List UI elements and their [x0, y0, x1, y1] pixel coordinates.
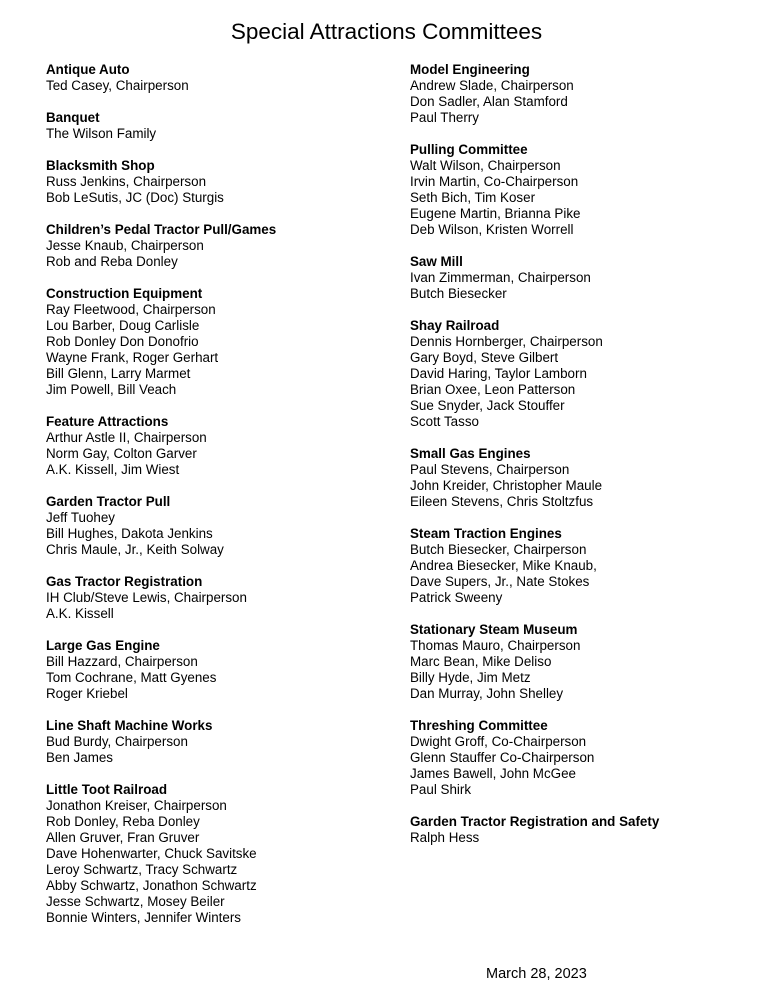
committee-block	[46, 494, 386, 558]
committee-member: Andrea Biesecker, Mike Knaub,	[410, 558, 597, 573]
committee-block	[410, 142, 750, 238]
committee-name: Garden Tractor Pull	[46, 494, 171, 509]
committee-name: Stationary Steam Museum	[410, 622, 578, 637]
committee-member: Wayne Frank, Roger Gerhart	[46, 350, 219, 365]
committee-block	[410, 318, 750, 430]
committee-member: Paul Shirk	[410, 782, 472, 797]
left-column	[46, 62, 386, 942]
committee-member: A.K. Kissell	[46, 606, 114, 621]
committee-member: Scott Tasso	[410, 414, 479, 429]
committee-member: Ray Fleetwood, Chairperson	[46, 302, 216, 317]
committee-member: Bud Burdy, Chairperson	[46, 734, 188, 749]
committee-member: Paul Therry	[410, 110, 479, 125]
committee-name: Small Gas Engines	[410, 446, 531, 461]
committee-member: Marc Bean, Mike Deliso	[410, 654, 552, 669]
committee-block	[410, 622, 750, 702]
page-title: Special Attractions Committees	[230, 19, 543, 44]
committee-block	[46, 782, 386, 926]
committee-member: Russ Jenkins, Chairperson	[46, 174, 207, 189]
committee-block	[410, 62, 750, 126]
committee-member: Rob Donley Don Donofrio	[46, 334, 199, 349]
committee-block	[46, 414, 386, 478]
committee-name: Saw Mill	[410, 254, 463, 269]
committee-member: Butch Biesecker, Chairperson	[410, 542, 587, 557]
committee-member: Bill Glenn, Larry Marmet	[46, 366, 191, 381]
committee-name: Gas Tractor Registration	[46, 574, 203, 589]
committee-member: Billy Hyde, Jim Metz	[410, 670, 531, 685]
committee-member: Ivan Zimmerman, Chairperson	[410, 270, 591, 285]
committee-member: David Haring, Taylor Lamborn	[410, 366, 587, 381]
committee-block	[410, 254, 750, 302]
committee-block	[410, 526, 750, 606]
committee-block	[46, 62, 386, 94]
committee-name: Large Gas Engine	[46, 638, 160, 653]
committee-member: John Kreider, Christopher Maule	[410, 478, 603, 493]
committee-name: Model Engineering	[410, 62, 530, 77]
committee-block	[410, 718, 750, 798]
committee-member: Dwight Groff, Co-Chairperson	[410, 734, 587, 749]
committee-member: Irvin Martin, Co-Chairperson	[410, 174, 579, 189]
committee-member: Bill Hughes, Dakota Jenkins	[46, 526, 213, 541]
committee-member: Bill Hazzard, Chairperson	[46, 654, 198, 669]
committee-member: Arthur Astle II, Chairperson	[46, 430, 207, 445]
committee-member: Tom Cochrane, Matt Gyenes	[46, 670, 217, 685]
committee-member: Butch Biesecker	[410, 286, 507, 301]
committee-name: Feature Attractions	[46, 414, 169, 429]
committee-member: Eugene Martin, Brianna Pike	[410, 206, 581, 221]
committee-member: Chris Maule, Jr., Keith Solway	[46, 542, 224, 557]
committee-member: Jim Powell, Bill Veach	[46, 382, 177, 397]
committee-name: Shay Railroad	[410, 318, 500, 333]
committee-name: Children’s Pedal Tractor Pull/Games	[46, 222, 277, 237]
committee-name: Pulling Committee	[410, 142, 528, 157]
committee-member: Patrick Sweeny	[410, 590, 503, 605]
committee-name: Line Shaft Machine Works	[46, 718, 213, 733]
committee-member: Paul Stevens, Chairperson	[410, 462, 570, 477]
committee-member: Sue Snyder, Jack Stouffer	[410, 398, 565, 413]
committee-name: Garden Tractor Registration and Safety	[410, 814, 660, 829]
committee-member: Deb Wilson, Kristen Worrell	[410, 222, 574, 237]
committee-member: Lou Barber, Doug Carlisle	[46, 318, 200, 333]
committee-name: Little Toot Railroad	[46, 782, 168, 797]
committee-member: Roger Kriebel	[46, 686, 128, 701]
committee-member: Glenn Stauffer Co-Chairperson	[410, 750, 595, 765]
committee-block	[46, 158, 386, 206]
committee-block	[46, 574, 386, 622]
committee-block	[410, 446, 750, 510]
committee-name: Steam Traction Engines	[410, 526, 562, 541]
committee-member: Jeff Tuohey	[46, 510, 115, 525]
committee-block	[46, 110, 386, 142]
document-date: March 28, 2023	[486, 966, 587, 982]
right-column	[410, 62, 750, 862]
committee-member: Seth Bich, Tim Koser	[410, 190, 536, 205]
committee-member: Ted Casey, Chairperson	[46, 78, 189, 93]
committee-name: Banquet	[46, 110, 100, 125]
committee-member: Leroy Schwartz, Tracy Schwartz	[46, 862, 238, 877]
committee-member: Rob Donley, Reba Donley	[46, 814, 200, 829]
committee-member: Walt Wilson, Chairperson	[410, 158, 561, 173]
committee-block	[46, 222, 386, 270]
committee-member: Bob LeSutis, JC (Doc) Sturgis	[46, 190, 224, 205]
committee-member: Andrew Slade, Chairperson	[410, 78, 574, 93]
committee-member: Dennis Hornberger, Chairperson	[410, 334, 603, 349]
committee-member: Ralph Hess	[410, 830, 480, 845]
committee-member: Allen Gruver, Fran Gruver	[46, 830, 200, 845]
committee-member: Jesse Schwartz, Mosey Beiler	[46, 894, 225, 909]
committee-member: Norm Gay, Colton Garver	[46, 446, 197, 461]
committee-member: IH Club/Steve Lewis, Chairperson	[46, 590, 247, 605]
committee-member: Don Sadler, Alan Stamford	[410, 94, 568, 109]
committee-block	[46, 718, 386, 766]
committee-member: Thomas Mauro, Chairperson	[410, 638, 581, 653]
committee-member: Brian Oxee, Leon Patterson	[410, 382, 576, 397]
committee-member: Dave Supers, Jr., Nate Stokes	[410, 574, 590, 589]
committee-member: Dave Hohenwarter, Chuck Savitske	[46, 846, 257, 861]
committee-name: Construction Equipment	[46, 286, 203, 301]
committee-member: Rob and Reba Donley	[46, 254, 178, 269]
committee-member: Bonnie Winters, Jennifer Winters	[46, 910, 241, 925]
committee-member: James Bawell, John McGee	[410, 766, 576, 781]
committee-block	[46, 638, 386, 702]
committee-member: The Wilson Family	[46, 126, 157, 141]
committee-name: Threshing Committee	[410, 718, 548, 733]
committee-member: Gary Boyd, Steve Gilbert	[410, 350, 559, 365]
committee-member: Ben James	[46, 750, 113, 765]
committee-name: Blacksmith Shop	[46, 158, 155, 173]
committee-member: Jesse Knaub, Chairperson	[46, 238, 204, 253]
committee-block	[410, 814, 750, 846]
committee-name: Antique Auto	[46, 62, 130, 77]
committee-member: Abby Schwartz, Jonathon Schwartz	[46, 878, 257, 893]
committee-block	[46, 286, 386, 398]
committee-member: A.K. Kissell, Jim Wiest	[46, 462, 180, 477]
committee-member: Eileen Stevens, Chris Stoltzfus	[410, 494, 594, 509]
committee-member: Dan Murray, John Shelley	[410, 686, 564, 701]
committee-member: Jonathon Kreiser, Chairperson	[46, 798, 227, 813]
